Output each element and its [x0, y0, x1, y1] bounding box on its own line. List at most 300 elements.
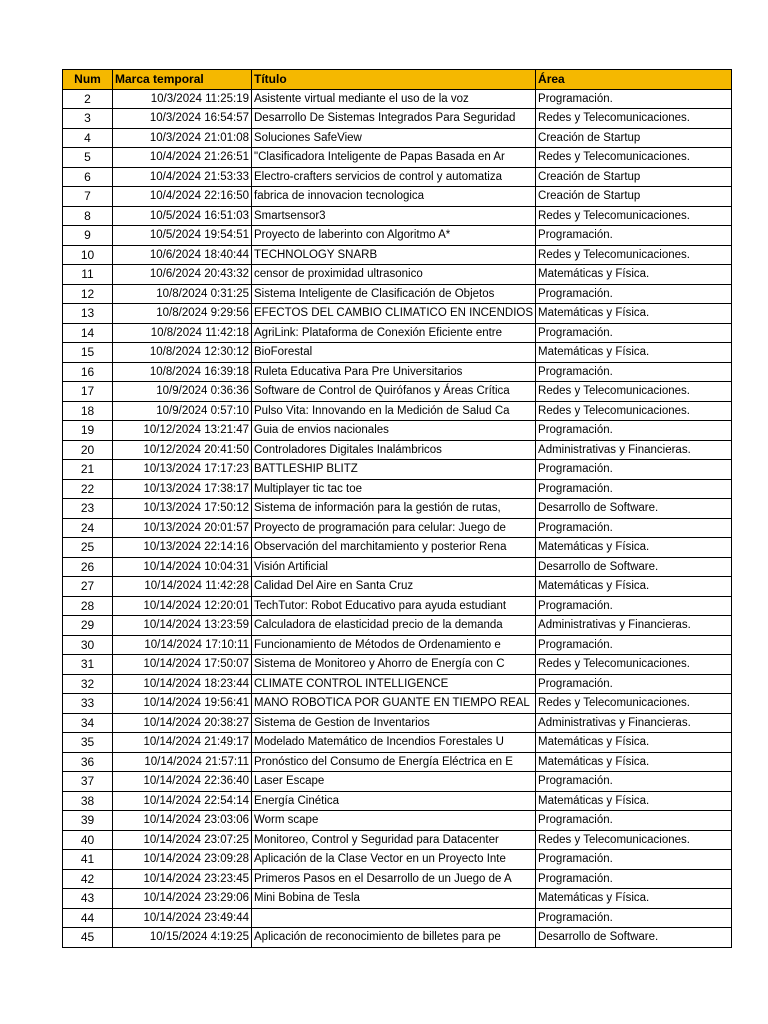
cell-area[interactable] — [536, 557, 732, 577]
cell-area[interactable] — [536, 206, 732, 226]
cell-area-text: Desarrollo de Software. — [538, 502, 659, 515]
cell-area[interactable] — [536, 401, 732, 421]
cell-fecha[interactable]: 10/14/2024 18:23:44 — [113, 674, 252, 694]
cell-area-text: Matemáticas y Física. — [538, 307, 650, 320]
cell-titulo[interactable] — [252, 440, 536, 460]
cell-area-text: Redes y Telecomunicaciones. — [538, 833, 690, 846]
cell-titulo[interactable] — [252, 577, 536, 597]
cell-titulo-text: AgriLink: Plataforma de Conexión Eficiente entre — [254, 326, 503, 339]
cell-titulo[interactable] — [252, 518, 536, 538]
cell-fecha[interactable]: 10/13/2024 22:14:16 — [113, 538, 252, 558]
table-row — [63, 538, 732, 558]
cell-area[interactable] — [536, 148, 732, 168]
cell-area[interactable] — [536, 928, 732, 948]
cell-titulo[interactable] — [252, 889, 536, 909]
cell-titulo-text: censor de proximidad ultrasonico — [254, 268, 423, 281]
cell-titulo-text: EFECTOS DEL CAMBIO CLIMATICO EN INCENDIOS — [254, 307, 534, 320]
cell-titulo-text: Mini Bobina de Tesla — [254, 892, 360, 905]
cell-area-text: Programación. — [538, 775, 613, 788]
cell-area-text: Programación. — [538, 287, 613, 300]
cell-titulo-text: fabrica de innovacion tecnologica — [254, 190, 425, 203]
cell-titulo[interactable] — [252, 499, 536, 519]
cell-num[interactable]: 2 — [63, 89, 113, 109]
cell-area-text: Programación. — [538, 814, 613, 827]
cell-num[interactable]: 26 — [63, 557, 113, 577]
cell-area[interactable] — [536, 89, 732, 109]
cell-num[interactable]: 8 — [63, 206, 113, 226]
cell-area[interactable] — [536, 772, 732, 792]
cell-fecha[interactable]: 10/14/2024 22:36:40 — [113, 772, 252, 792]
cell-fecha[interactable]: 10/14/2024 21:57:11 — [113, 752, 252, 772]
cell-area[interactable] — [536, 889, 732, 909]
table-row — [63, 362, 732, 382]
cell-fecha[interactable]: 10/8/2024 0:31:25 — [113, 284, 252, 304]
cell-area-text: Matemáticas y Física. — [538, 541, 650, 554]
cell-titulo-text: Electro-crafters servicios de control y automatiza — [254, 170, 502, 183]
cell-fecha[interactable]: 10/9/2024 0:57:10 — [113, 401, 252, 421]
cell-area[interactable] — [536, 245, 732, 265]
table-row — [63, 577, 732, 597]
cell-titulo-text: "Clasificadora Inteligente de Papas Basada en Ar — [254, 151, 505, 164]
cell-fecha[interactable]: 10/13/2024 20:01:57 — [113, 518, 252, 538]
cell-titulo-text: Controladores Digitales Inalámbricos — [254, 443, 442, 456]
cell-titulo-text: Primeros Pasos en el Desarrollo de un Juego de A — [254, 872, 512, 885]
table-row — [63, 694, 732, 714]
cell-area[interactable] — [536, 518, 732, 538]
cell-area[interactable] — [536, 128, 732, 148]
cell-fecha[interactable]: 10/13/2024 17:17:23 — [113, 460, 252, 480]
cell-titulo-text: MANO ROBOTICA POR GUANTE EN TIEMPO REAL — [254, 697, 530, 710]
header-area[interactable]: Área — [536, 70, 732, 90]
cell-titulo[interactable] — [252, 655, 536, 675]
cell-num[interactable]: 27 — [63, 577, 113, 597]
table-row — [63, 811, 732, 831]
cell-titulo[interactable] — [252, 557, 536, 577]
table-row — [63, 421, 732, 441]
table-row — [63, 109, 732, 129]
cell-num[interactable]: 25 — [63, 538, 113, 558]
table-body — [63, 89, 732, 947]
cell-area[interactable] — [536, 635, 732, 655]
cell-area[interactable] — [536, 791, 732, 811]
cell-fecha[interactable]: 10/4/2024 22:16:50 — [113, 187, 252, 207]
cell-titulo[interactable] — [252, 245, 536, 265]
table-row — [63, 323, 732, 343]
table-row — [63, 167, 732, 187]
table-row — [63, 635, 732, 655]
cell-area-text: Programación. — [538, 599, 613, 612]
cell-num[interactable]: 11 — [63, 265, 113, 285]
cell-fecha[interactable]: 10/14/2024 22:54:14 — [113, 791, 252, 811]
cell-num[interactable]: 39 — [63, 811, 113, 831]
cell-area-text: Matemáticas y Física. — [538, 346, 650, 359]
cell-num[interactable]: 16 — [63, 362, 113, 382]
cell-fecha[interactable]: 10/13/2024 17:50:12 — [113, 499, 252, 519]
cell-fecha[interactable]: 10/8/2024 12:30:12 — [113, 343, 252, 363]
cell-area[interactable] — [536, 674, 732, 694]
cell-titulo-text: TECHNOLOGY SNARB — [254, 248, 378, 261]
cell-titulo-text: BATTLESHIP BLITZ — [254, 463, 358, 476]
cell-titulo[interactable] — [252, 616, 536, 636]
cell-num[interactable]: 17 — [63, 382, 113, 402]
cell-area-text: Redes y Telecomunicaciones. — [538, 248, 690, 261]
cell-area[interactable] — [536, 869, 732, 889]
cell-titulo[interactable] — [252, 323, 536, 343]
cell-titulo[interactable] — [252, 791, 536, 811]
cell-area[interactable] — [536, 362, 732, 382]
cell-area[interactable] — [536, 284, 732, 304]
cell-area-text: Redes y Telecomunicaciones. — [538, 658, 690, 671]
table-row — [63, 479, 732, 499]
cell-num[interactable]: 33 — [63, 694, 113, 714]
cell-area-text: Programación. — [538, 463, 613, 476]
cell-titulo[interactable] — [252, 928, 536, 948]
table-row — [63, 869, 732, 889]
cell-area-text: Programación. — [538, 482, 613, 495]
cell-area[interactable] — [536, 421, 732, 441]
cell-area[interactable] — [536, 850, 732, 870]
table-row — [63, 343, 732, 363]
cell-titulo[interactable] — [252, 479, 536, 499]
cell-titulo-text: CLIMATE CONTROL INTELLIGENCE — [254, 677, 449, 690]
cell-area-text: Matemáticas y Física. — [538, 755, 650, 768]
cell-fecha[interactable]: 10/3/2024 21:01:08 — [113, 128, 252, 148]
cell-fecha[interactable]: 10/6/2024 18:40:44 — [113, 245, 252, 265]
cell-num[interactable]: 3 — [63, 109, 113, 129]
cell-area-text: Creación de Startup — [538, 190, 641, 203]
cell-area-text: Redes y Telecomunicaciones. — [538, 697, 690, 710]
cell-titulo[interactable] — [252, 167, 536, 187]
cell-area-text: Programación. — [538, 424, 613, 437]
cell-fecha[interactable]: 10/14/2024 20:38:27 — [113, 713, 252, 733]
cell-num[interactable]: 5 — [63, 148, 113, 168]
cell-fecha[interactable]: 10/12/2024 20:41:50 — [113, 440, 252, 460]
cell-titulo[interactable] — [252, 421, 536, 441]
cell-titulo[interactable] — [252, 265, 536, 285]
cell-titulo-text: Soluciones SafeView — [254, 131, 362, 144]
table-row — [63, 674, 732, 694]
cell-num[interactable]: 22 — [63, 479, 113, 499]
cell-titulo-text: Modelado Matemático de Incendios Forestales U — [254, 736, 504, 749]
cell-area-text: Creación de Startup — [538, 170, 641, 183]
cell-num[interactable]: 31 — [63, 655, 113, 675]
cell-titulo-text: Pulso Vita: Innovando en la Medición de Salud Ca — [254, 404, 510, 417]
cell-titulo-text: Sistema de Monitoreo y Ahorro de Energía con C — [254, 658, 505, 671]
cell-num[interactable]: 42 — [63, 869, 113, 889]
cell-area-text: Administrativas y Financieras. — [538, 619, 691, 632]
header-row — [63, 70, 732, 90]
cell-num[interactable]: 13 — [63, 304, 113, 324]
cell-area-text: Redes y Telecomunicaciones. — [538, 404, 690, 417]
table-row — [63, 616, 732, 636]
cell-area[interactable] — [536, 304, 732, 324]
cell-area-text: Programación. — [538, 92, 613, 105]
cell-titulo-text: Proyecto de programación para celular: Juego de — [254, 521, 506, 534]
cell-fecha[interactable]: 10/3/2024 16:54:57 — [113, 109, 252, 129]
cell-titulo-text: Proyecto de laberinto con Algoritmo A* — [254, 229, 451, 242]
cell-titulo-text: Pronóstico del Consumo de Energía Eléctrica en E — [254, 755, 513, 768]
cell-num[interactable]: 30 — [63, 635, 113, 655]
cell-fecha[interactable]: 10/5/2024 16:51:03 — [113, 206, 252, 226]
table-row — [63, 187, 732, 207]
cell-area[interactable] — [536, 811, 732, 831]
cell-titulo[interactable] — [252, 869, 536, 889]
cell-titulo-text: Worm scape — [254, 814, 319, 827]
cell-titulo[interactable] — [252, 128, 536, 148]
cell-area[interactable] — [536, 655, 732, 675]
cell-titulo[interactable] — [252, 226, 536, 246]
table-row — [63, 499, 732, 519]
table-row — [63, 791, 732, 811]
cell-area[interactable] — [536, 538, 732, 558]
cell-fecha[interactable]: 10/14/2024 17:10:11 — [113, 635, 252, 655]
cell-area[interactable] — [536, 752, 732, 772]
cell-area-text: Desarrollo de Software. — [538, 931, 659, 944]
cell-fecha[interactable]: 10/14/2024 23:09:28 — [113, 850, 252, 870]
cell-area[interactable] — [536, 694, 732, 714]
cell-titulo-text: Aplicación de la Clase Vector en un Proyecto Inte — [254, 853, 506, 866]
cell-area[interactable] — [536, 479, 732, 499]
cell-fecha[interactable]: 10/14/2024 23:07:25 — [113, 830, 252, 850]
table-row — [63, 284, 732, 304]
cell-area[interactable] — [536, 733, 732, 753]
cell-titulo[interactable] — [252, 635, 536, 655]
cell-titulo[interactable] — [252, 401, 536, 421]
cell-titulo-text: Aplicación de reconocimiento de billetes para pe — [254, 931, 501, 944]
cell-area[interactable] — [536, 499, 732, 519]
cell-area-text: Matemáticas y Física. — [538, 892, 650, 905]
table-row — [63, 401, 732, 421]
cell-titulo-text: Calculadora de elasticidad precio de la demanda — [254, 619, 503, 632]
table-row — [63, 304, 732, 324]
cell-titulo[interactable] — [252, 772, 536, 792]
cell-area-text: Programación. — [538, 911, 613, 924]
cell-fecha[interactable]: 10/5/2024 19:54:51 — [113, 226, 252, 246]
cell-fecha[interactable]: 10/15/2024 4:19:25 — [113, 928, 252, 948]
table-row — [63, 850, 732, 870]
cell-titulo-text: Smartsensor3 — [254, 209, 326, 222]
cell-fecha[interactable]: 10/3/2024 11:25:19 — [113, 89, 252, 109]
cell-area-text: Programación. — [538, 677, 613, 690]
table-row — [63, 596, 732, 616]
cell-titulo-text: Calidad Del Aire en Santa Cruz — [254, 580, 414, 593]
cell-area-text: Programación. — [538, 872, 613, 885]
cell-fecha[interactable]: 10/14/2024 19:56:41 — [113, 694, 252, 714]
cell-area-text: Matemáticas y Física. — [538, 794, 650, 807]
cell-area-text: Programación. — [538, 229, 613, 242]
cell-titulo[interactable] — [252, 596, 536, 616]
cell-num[interactable]: 32 — [63, 674, 113, 694]
table-row — [63, 889, 732, 909]
cell-titulo[interactable] — [252, 674, 536, 694]
cell-num[interactable]: 36 — [63, 752, 113, 772]
cell-area[interactable] — [536, 908, 732, 928]
cell-fecha[interactable]: 10/12/2024 13:21:47 — [113, 421, 252, 441]
cell-titulo[interactable] — [252, 206, 536, 226]
cell-area[interactable] — [536, 596, 732, 616]
cell-titulo[interactable] — [252, 89, 536, 109]
cell-fecha[interactable]: 10/14/2024 10:04:31 — [113, 557, 252, 577]
table-row — [63, 733, 732, 753]
table-row — [63, 206, 732, 226]
table-row — [63, 226, 732, 246]
cell-titulo[interactable] — [252, 362, 536, 382]
cell-titulo[interactable] — [252, 304, 536, 324]
cell-titulo-text: Funcionamiento de Métodos de Ordenamiento e — [254, 638, 501, 651]
cell-num[interactable]: 44 — [63, 908, 113, 928]
cell-titulo-text: Laser Escape — [254, 775, 325, 788]
table-row — [63, 382, 732, 402]
cell-area[interactable] — [536, 323, 732, 343]
cell-num[interactable]: 10 — [63, 245, 113, 265]
cell-fecha[interactable]: 10/14/2024 13:23:59 — [113, 616, 252, 636]
cell-area[interactable] — [536, 616, 732, 636]
cell-num[interactable]: 9 — [63, 226, 113, 246]
cell-fecha[interactable]: 10/4/2024 21:26:51 — [113, 148, 252, 168]
cell-titulo-text: Observación del marchitamiento y posterior Rena — [254, 541, 507, 554]
cell-titulo[interactable] — [252, 284, 536, 304]
cell-num[interactable]: 45 — [63, 928, 113, 948]
table-row — [63, 518, 732, 538]
cell-num[interactable]: 35 — [63, 733, 113, 753]
cell-area-text: Redes y Telecomunicaciones. — [538, 112, 690, 125]
table-row — [63, 772, 732, 792]
table-row — [63, 440, 732, 460]
cell-titulo[interactable] — [252, 733, 536, 753]
cell-area[interactable] — [536, 440, 732, 460]
table-row — [63, 460, 732, 480]
table-row — [63, 752, 732, 772]
cell-fecha[interactable]: 10/8/2024 9:29:56 — [113, 304, 252, 324]
cell-titulo[interactable] — [252, 187, 536, 207]
cell-num[interactable]: 38 — [63, 791, 113, 811]
cell-titulo-text: Asistente virtual mediante el uso de la voz — [254, 92, 469, 105]
cell-area[interactable] — [536, 830, 732, 850]
cell-fecha[interactable]: 10/9/2024 0:36:36 — [113, 382, 252, 402]
cell-num[interactable]: 37 — [63, 772, 113, 792]
cell-area-text: Administrativas y Financieras. — [538, 716, 691, 729]
cell-titulo-text: TechTutor: Robot Educativo para ayuda estudiant — [254, 599, 507, 612]
cell-area[interactable] — [536, 460, 732, 480]
cell-titulo-text: Sistema de Gestion de Inventarios — [254, 716, 430, 729]
cell-titulo-text: Multiplayer tic tac toe — [254, 482, 363, 495]
cell-area[interactable] — [536, 226, 732, 246]
cell-titulo[interactable] — [252, 538, 536, 558]
cell-fecha[interactable]: 10/8/2024 16:39:18 — [113, 362, 252, 382]
cell-area-text: Redes y Telecomunicaciones. — [538, 151, 690, 164]
cell-fecha[interactable]: 10/14/2024 17:50:07 — [113, 655, 252, 675]
cell-titulo-text: BioForestal — [254, 346, 313, 359]
header-fecha[interactable]: Marca temporal — [113, 70, 252, 90]
projects-table — [62, 69, 732, 948]
cell-area[interactable] — [536, 577, 732, 597]
cell-titulo[interactable] — [252, 382, 536, 402]
cell-titulo[interactable] — [252, 109, 536, 129]
cell-num[interactable]: 19 — [63, 421, 113, 441]
cell-num[interactable]: 29 — [63, 616, 113, 636]
cell-titulo-text: Visión Artificial — [254, 560, 328, 573]
cell-fecha[interactable]: 10/4/2024 21:53:33 — [113, 167, 252, 187]
cell-area[interactable] — [536, 109, 732, 129]
cell-titulo-text: Desarrollo De Sistemas Integrados Para Seguridad — [254, 112, 516, 125]
cell-fecha[interactable]: 10/8/2024 11:42:18 — [113, 323, 252, 343]
cell-area-text: Programación. — [538, 853, 613, 866]
table-row — [63, 148, 732, 168]
cell-titulo-text: Software de Control de Quirófanos y Áreas Crítica — [254, 385, 510, 398]
cell-num[interactable]: 4 — [63, 128, 113, 148]
cell-num[interactable]: 34 — [63, 713, 113, 733]
cell-num[interactable]: 28 — [63, 596, 113, 616]
cell-titulo[interactable] — [252, 850, 536, 870]
cell-num[interactable]: 15 — [63, 343, 113, 363]
cell-fecha[interactable]: 10/14/2024 12:20:01 — [113, 596, 252, 616]
table-row — [63, 245, 732, 265]
cell-num[interactable]: 40 — [63, 830, 113, 850]
cell-num[interactable]: 43 — [63, 889, 113, 909]
cell-titulo[interactable] — [252, 343, 536, 363]
cell-titulo[interactable] — [252, 811, 536, 831]
cell-area-text: Desarrollo de Software. — [538, 560, 659, 573]
cell-fecha[interactable]: 10/14/2024 23:49:44 — [113, 908, 252, 928]
cell-num[interactable]: 20 — [63, 440, 113, 460]
cell-area[interactable] — [536, 713, 732, 733]
cell-fecha[interactable]: 10/13/2024 17:38:17 — [113, 479, 252, 499]
cell-num[interactable]: 14 — [63, 323, 113, 343]
cell-area-text: Redes y Telecomunicaciones. — [538, 385, 690, 398]
cell-titulo[interactable] — [252, 694, 536, 714]
cell-num[interactable]: 21 — [63, 460, 113, 480]
cell-area[interactable] — [536, 265, 732, 285]
table-row — [63, 713, 732, 733]
cell-titulo[interactable] — [252, 460, 536, 480]
table-row — [63, 557, 732, 577]
cell-num[interactable]: 18 — [63, 401, 113, 421]
cell-fecha[interactable]: 10/14/2024 11:42:28 — [113, 577, 252, 597]
table-row — [63, 928, 732, 948]
cell-fecha[interactable]: 10/14/2024 23:23:45 — [113, 869, 252, 889]
cell-titulo-text: Sistema de información para la gestión de rutas, — [254, 502, 501, 515]
header-num[interactable]: Num — [63, 70, 113, 90]
cell-titulo[interactable] — [252, 908, 536, 928]
cell-area-text: Matemáticas y Física. — [538, 580, 650, 593]
cell-num[interactable]: 12 — [63, 284, 113, 304]
cell-titulo[interactable] — [252, 752, 536, 772]
cell-area[interactable] — [536, 187, 732, 207]
cell-num[interactable]: 7 — [63, 187, 113, 207]
cell-fecha[interactable]: 10/14/2024 23:03:06 — [113, 811, 252, 831]
cell-area[interactable] — [536, 167, 732, 187]
cell-fecha[interactable]: 10/14/2024 23:29:06 — [113, 889, 252, 909]
cell-num[interactable]: 41 — [63, 850, 113, 870]
cell-fecha[interactable]: 10/14/2024 21:49:17 — [113, 733, 252, 753]
cell-area-text: Programación. — [538, 365, 613, 378]
cell-area[interactable] — [536, 382, 732, 402]
cell-num[interactable]: 23 — [63, 499, 113, 519]
cell-titulo[interactable] — [252, 713, 536, 733]
cell-titulo[interactable] — [252, 830, 536, 850]
cell-num[interactable]: 6 — [63, 167, 113, 187]
cell-titulo[interactable] — [252, 148, 536, 168]
cell-num[interactable]: 24 — [63, 518, 113, 538]
table-row — [63, 128, 732, 148]
table-row — [63, 89, 732, 109]
cell-area-text: Matemáticas y Física. — [538, 268, 650, 281]
header-titulo[interactable]: Título — [252, 70, 536, 90]
cell-area[interactable] — [536, 343, 732, 363]
cell-titulo-text: Guia de envios nacionales — [254, 424, 389, 437]
cell-titulo-text: Energía Cinética — [254, 794, 340, 807]
cell-fecha[interactable]: 10/6/2024 20:43:32 — [113, 265, 252, 285]
